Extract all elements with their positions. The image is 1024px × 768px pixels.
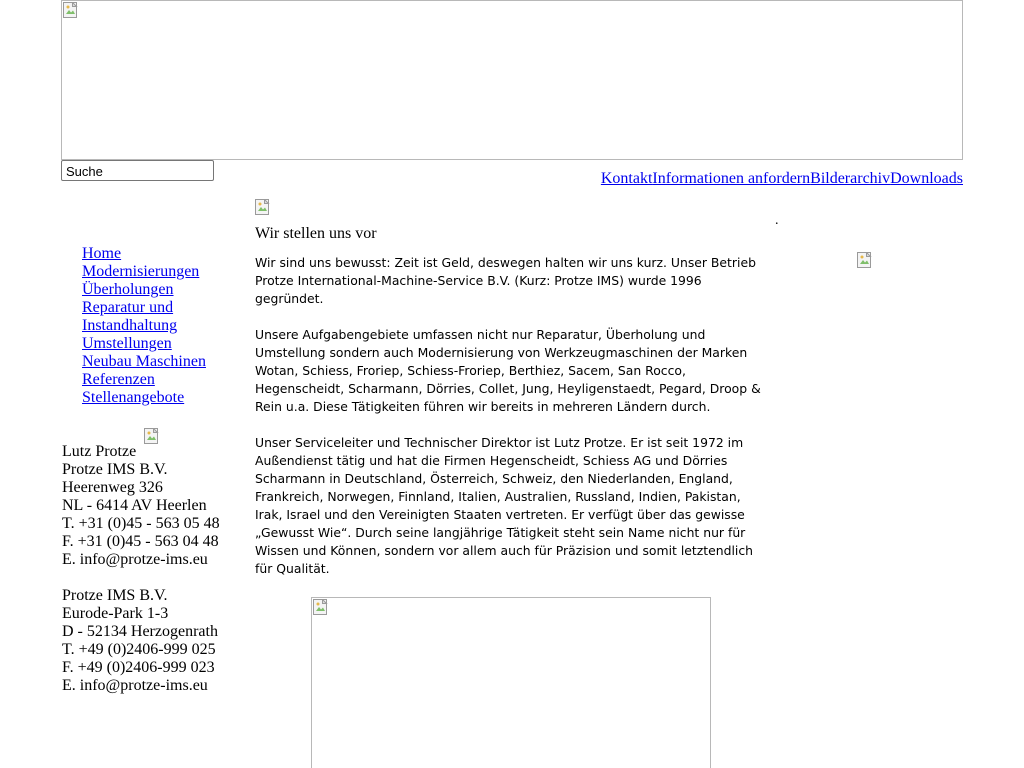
- broken-image-icon: [63, 2, 79, 18]
- right-column-dot: .: [775, 213, 779, 228]
- broken-image-icon: [313, 599, 329, 615]
- contact-nl-email: E. info@protze-ims.eu: [62, 551, 208, 568]
- top-nav-bilderarchiv-link[interactable]: Bilderarchiv: [810, 170, 891, 187]
- contact-info: [62, 443, 252, 695]
- sidebar-item-neubau-maschinen[interactable]: Neubau Maschinen: [82, 353, 206, 370]
- sidebar-item-ueberholungen[interactable]: Überholungen: [82, 281, 174, 298]
- contact-nl-city: NL - 6414 AV Heerlen: [62, 497, 207, 514]
- contact-de-company: Protze IMS B.V.: [62, 587, 168, 604]
- sidebar-item-referenzen[interactable]: Referenzen: [82, 371, 155, 388]
- contact-de-phone: T. +49 (0)2406-999 025: [62, 641, 216, 658]
- sidebar-item-modernisierungen[interactable]: Modernisierungen: [82, 263, 200, 280]
- contact-spacer: [62, 569, 252, 587]
- contact-nl-street: Heerenweg 326: [62, 479, 163, 496]
- top-nav-informationen-link[interactable]: Informationen anfordern: [652, 170, 811, 187]
- search-input[interactable]: [61, 160, 214, 181]
- paragraph-intro: Wir sind uns bewusst: Zeit ist Geld, deswegen halten wir uns kurz. Unser Betrieb Protze International-Machine-Service B.V. (Kurz: Protze IMS) wurde 1996 gegründet.: [255, 255, 756, 306]
- sidebar-item-reparatur-line2[interactable]: Instandhaltung: [82, 317, 178, 334]
- sidebar-nav: [82, 245, 252, 407]
- content-image: [311, 597, 711, 768]
- contact-de-city: D - 52134 Herzogenrath: [62, 623, 218, 640]
- top-nav-downloads-link[interactable]: Downloads: [890, 170, 963, 187]
- sidebar-item-home[interactable]: Home: [82, 245, 122, 262]
- contact-nl-fax: F. +31 (0)45 - 563 04 48: [62, 533, 219, 550]
- top-nav-kontakt-link[interactable]: Kontakt: [600, 170, 653, 187]
- paragraph-services: Unsere Aufgabengebiete umfassen nicht nur Reparatur, Überholung und Umstellung sondern auch Modernisierung von Werkzeugmaschinen der Marken Wotan, Schiess, Froriep, Schiess-Froriep, Berthiez, Sacem, San Rocco, Hegenscheidt, Scharmann, Dörries, Collet, Jung, Heyligenstaedt, Pegard, Droop & Rein u.a. Diese Tätigkeiten führen wir bereits in mehreren Ländern durch.: [255, 327, 761, 414]
- right-broken-image-icon: [857, 252, 873, 268]
- top-nav: [601, 169, 963, 188]
- sidebar-item-reparatur-line1[interactable]: Reparatur und: [82, 299, 174, 316]
- contact-de-street: Eurode-Park 1-3: [62, 605, 169, 622]
- sidebar-item-umstellungen[interactable]: Umstellungen: [82, 335, 172, 352]
- body-text: [255, 254, 767, 596]
- heading-broken-image-icon: [255, 199, 271, 215]
- page-title: Wir stellen uns vor: [255, 225, 377, 242]
- contact-de-email: E. info@protze-ims.eu: [62, 677, 208, 694]
- contact-nl-phone: T. +31 (0)45 - 563 05 48: [62, 515, 220, 532]
- portrait-broken-image-icon: [144, 428, 160, 444]
- header-banner-image: [61, 0, 963, 160]
- contact-nl-company: Protze IMS B.V.: [62, 461, 168, 478]
- contact-de-fax: F. +49 (0)2406-999 023: [62, 659, 215, 676]
- contact-person: Lutz Protze: [62, 443, 137, 460]
- paragraph-director: Unser Serviceleiter und Technischer Direktor ist Lutz Protze. Er ist seit 1972 im Außendienst tätig und hat die Firmen Hegenscheidt, Schiess AG und Dörries Scharmann in Deutschland, Österreich, Schweiz, den Niederlanden, England, Frankreich, Norwegen, Finnland, Italien, Australien, Russland, Indien, Pakistan, Irak, Israel und den Vereinigten Staaten vertreten. Er verfügt über das gewisse „Gewusst Wie“. Durch seine langjährige Tätigkeit steht sein Name nicht nur für Wissen und Können, sondern vor allem auch für Präzision und somit letztendlich für Qualität.: [255, 435, 753, 576]
- sidebar-item-stellenangebote[interactable]: Stellenangebote: [82, 389, 185, 406]
